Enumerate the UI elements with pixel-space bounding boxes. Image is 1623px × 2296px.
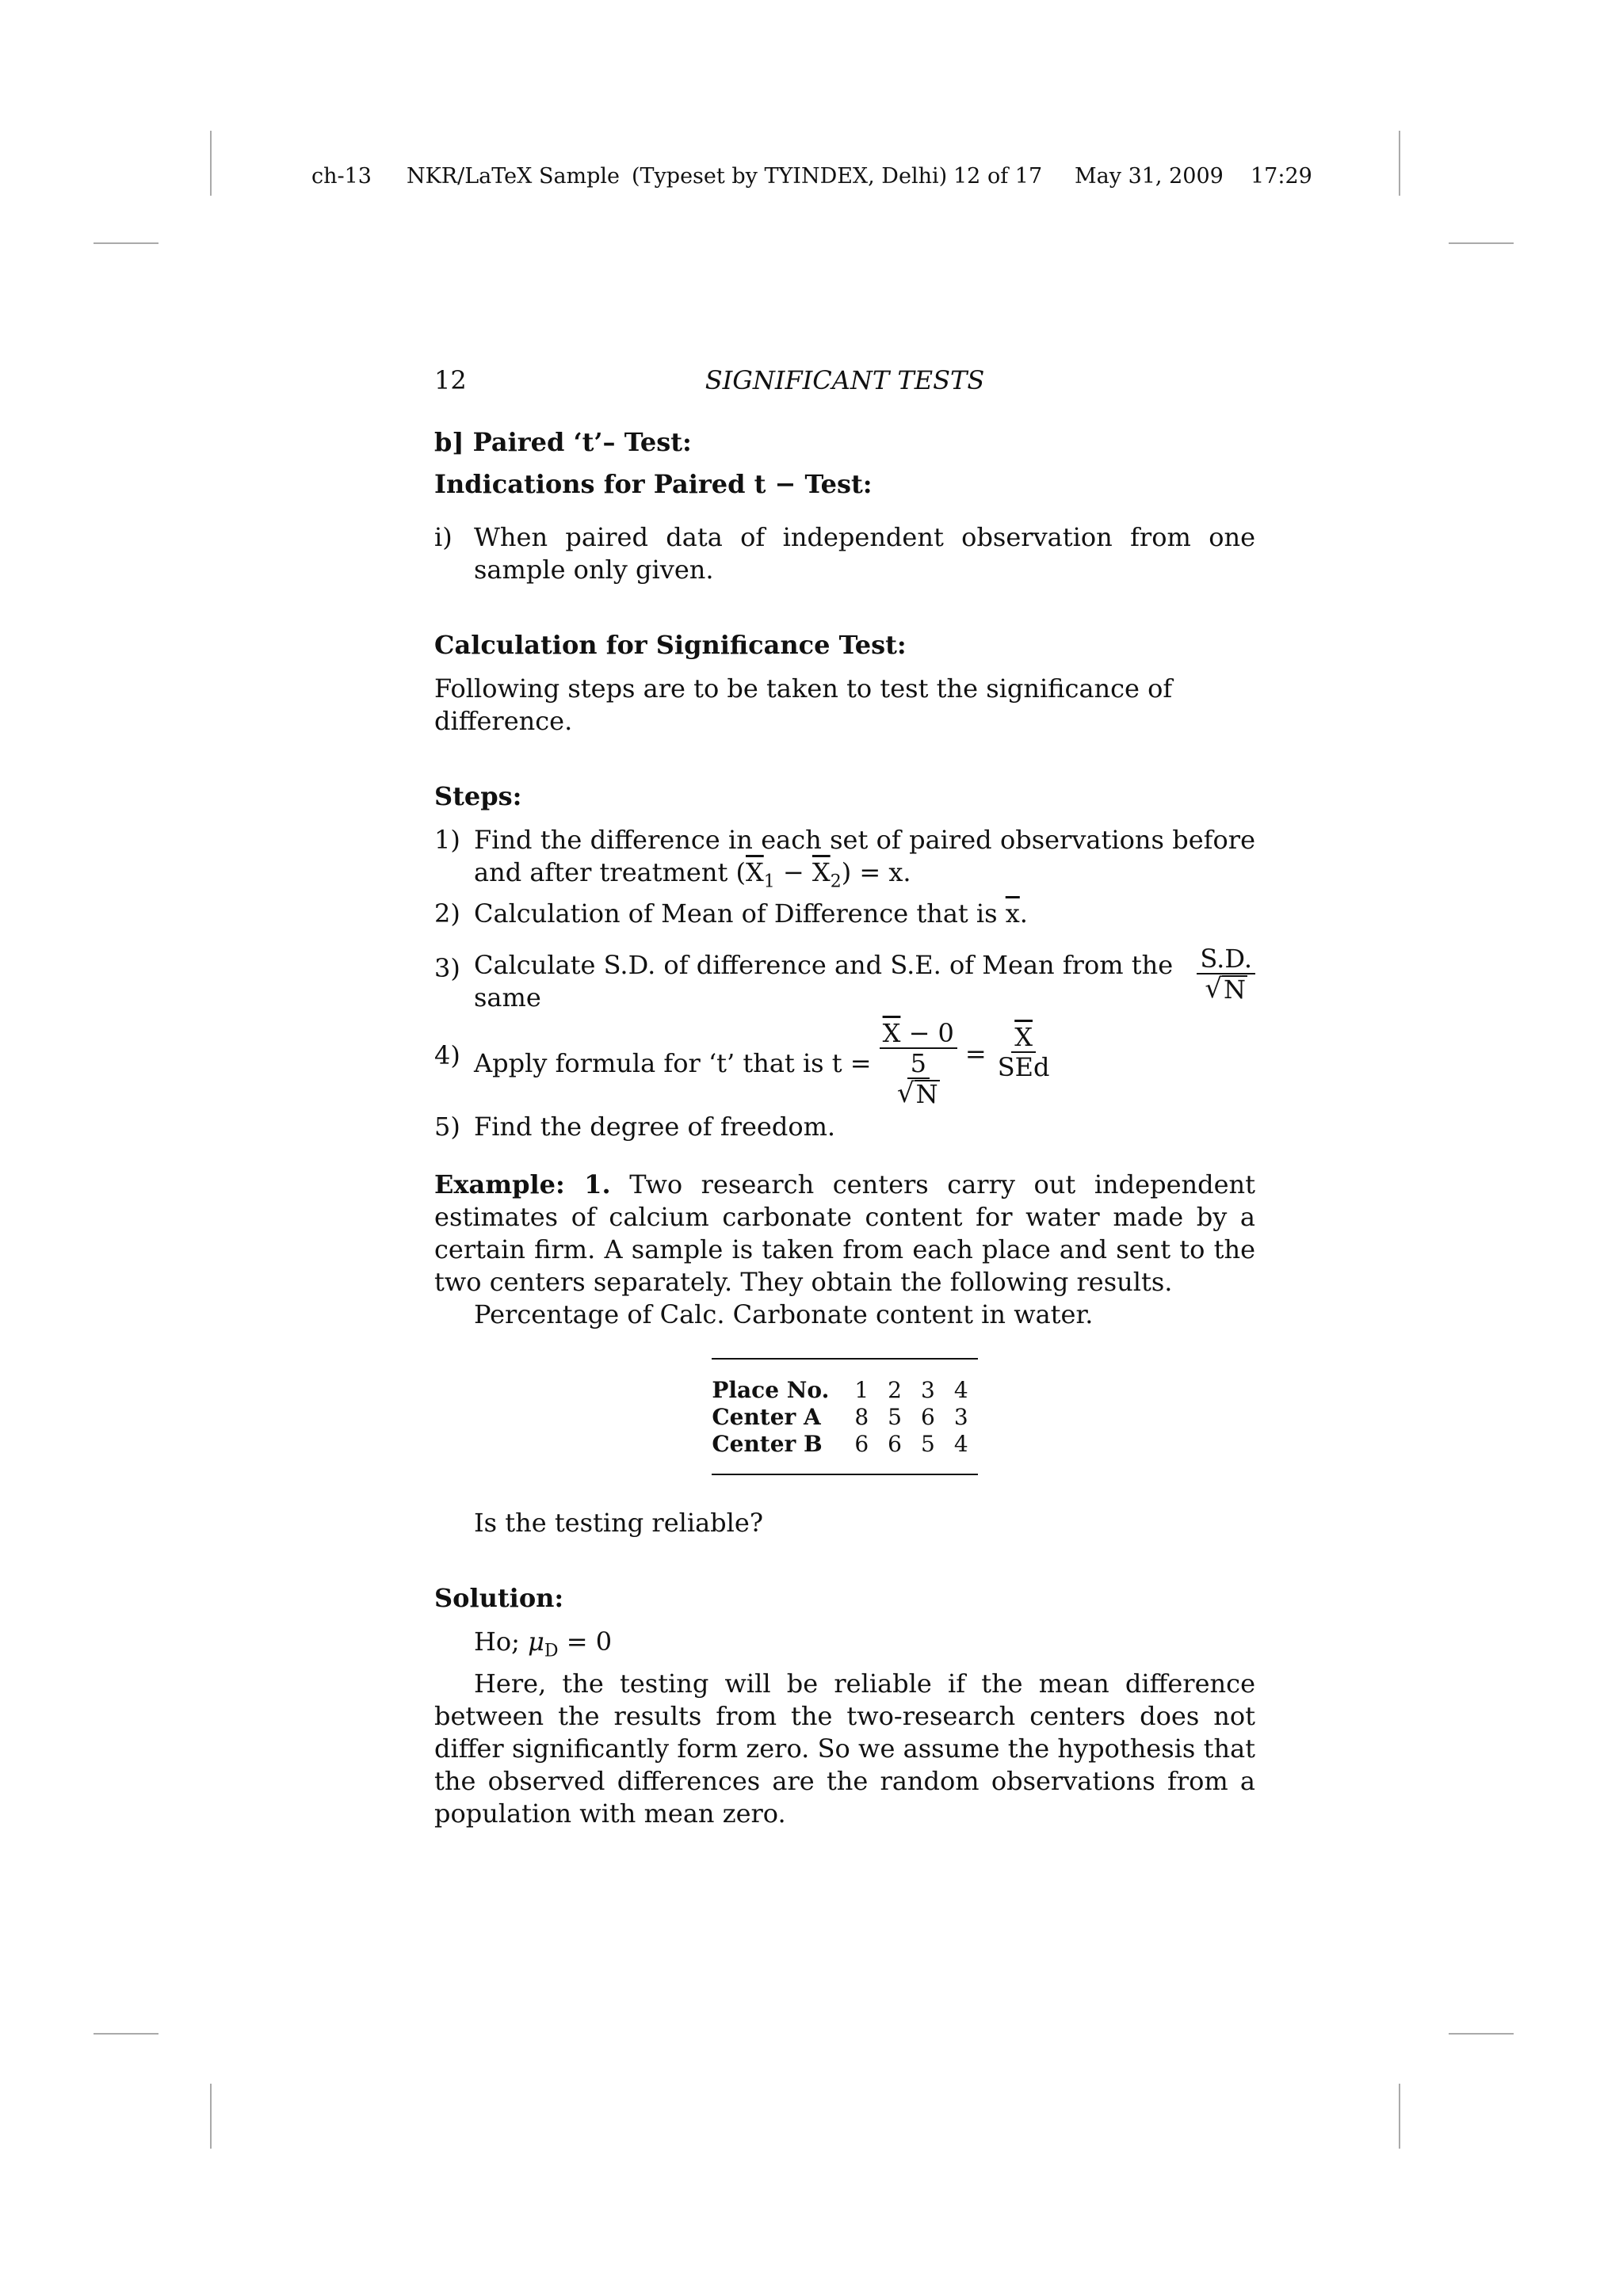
solution-paragraph: Here, the testing will be reliable if the mean difference between the results from the two-research centers does not differ significantly form zero. So we assume the hypothesis that the observed differences are the random observations from a population with mean zero. — [434, 1668, 1255, 1829]
step-3-fraction-numerator: S.D. — [1197, 944, 1255, 974]
indication-1-text: When paired data of independent observation from one sample only given. — [474, 522, 1255, 585]
crop-mark-right-upper — [1449, 242, 1514, 244]
step-3-text: Calculate S.D. of difference and S.E. of Mean from the same — [474, 950, 1174, 1013]
data-table-container — [434, 1358, 1255, 1475]
step-2-end: . — [1019, 898, 1028, 929]
crop-mark-bottom-left — [210, 2084, 212, 2149]
running-header — [311, 164, 1312, 196]
step-4-fraction-1 — [880, 1019, 957, 1108]
example-text: Two research centers carry out independent estimates of calcium carbonate content for water made by a certain firm. A sample is taken from each place and sent to the two centers separately. They obtain the following results. — [434, 1169, 1256, 1298]
step-item-3 — [434, 933, 1255, 1014]
table-row: Center B 6 6 5 4 — [712, 1431, 968, 1458]
running-title: SIGNIFICANT TESTS — [705, 365, 985, 395]
section-b-title: b] Paired ‘t’– Test: — [434, 427, 692, 457]
step-3-number: 3) — [434, 953, 460, 984]
header-sample: NKR/LaTeX Sample — [407, 164, 621, 189]
page-head — [434, 364, 1255, 404]
crop-mark-left-lower — [94, 2033, 158, 2035]
step-4-fraction-2 — [995, 1023, 1053, 1081]
crop-mark-top-left — [210, 131, 212, 196]
table-row: Center A 8 5 6 3 — [712, 1404, 968, 1431]
sqrt-icon: √ — [1205, 973, 1223, 1005]
step-1-text-b: ) = x. — [841, 857, 911, 887]
indications-title: Indications for Paired t − Test: — [434, 469, 873, 499]
step-5-text: Find the degree of freedom. — [474, 1112, 836, 1142]
crop-mark-right-lower — [1449, 2033, 1514, 2035]
page-body — [434, 364, 1255, 1830]
step-item-2 — [434, 898, 1255, 930]
table-row: Place No. 1 2 3 4 — [712, 1377, 968, 1404]
step-4-inner-fraction: 5 √ N — [896, 1048, 938, 1110]
steps-title: Steps: — [434, 781, 522, 811]
step-4-text: Apply formula for ‘t’ that is t = — [474, 1047, 872, 1078]
header-page-of: 12 of 17 — [953, 164, 1043, 189]
example-label: Example: 1. — [434, 1169, 611, 1200]
step-2-number: 2) — [434, 898, 460, 929]
step-1-x2: $\overline{X}$ — [812, 857, 831, 887]
header-date: May 31, 2009 — [1075, 164, 1224, 189]
page-number: 12 — [434, 365, 467, 395]
step-4-fraction-2-numerator: $\overline{X}$ — [1011, 1023, 1036, 1053]
step-1-sub1: 1 — [763, 871, 775, 892]
step-1-x1: $\overline{X}$ — [745, 857, 764, 887]
example-paragraph — [434, 1169, 1255, 1299]
step-4-fraction-1-denominator — [891, 1049, 946, 1108]
calculation-title: Calculation for Significance Test: — [434, 630, 907, 660]
step-item-4 — [434, 1019, 1255, 1108]
solution-title: Solution: — [434, 1583, 564, 1614]
step-3-fraction-denominator: √ N — [1205, 973, 1247, 1005]
crop-mark-bottom-right — [1399, 2084, 1400, 2149]
step-5-number: 5) — [434, 1112, 460, 1142]
step-1-number: 1) — [434, 825, 460, 855]
step-1-minus: − — [774, 857, 812, 887]
crop-mark-left-upper — [94, 242, 158, 244]
step-4-fraction-1-numerator: $\overline{X} - 0$ — [880, 1019, 957, 1049]
crop-mark-top-right — [1399, 131, 1400, 196]
calculation-text: Following steps are to be taken to test the significance of difference. — [434, 673, 1173, 736]
solution-hypothesis: Ho; $\mu_D = 0$ — [474, 1627, 613, 1661]
header-typeset: (Typeset by TYINDEX, Delhi) — [632, 164, 948, 189]
step-item-1 — [434, 824, 1255, 898]
indication-item-1 — [434, 521, 1255, 586]
indication-1-number: i) — [434, 522, 453, 552]
step-4-number: 4) — [434, 1040, 460, 1071]
sqrt-icon: √ — [896, 1077, 915, 1110]
header-chapter: ch-13 — [311, 164, 372, 189]
example-question: Is the testing reliable? — [474, 1508, 763, 1539]
step-2-text: Calculation of Mean of Difference that is — [474, 898, 1006, 929]
table-caption: Percentage of Calc. Carbonate content in water. — [474, 1299, 1094, 1330]
step-1-sub2: 2 — [830, 871, 842, 892]
step-3-fraction — [1197, 944, 1255, 1003]
step-item-5 — [434, 1111, 1255, 1143]
header-time: 17:29 — [1251, 164, 1312, 189]
step-4-fraction-2-denominator: SEd — [997, 1052, 1050, 1083]
step-2-variable: $\overline{x}$ — [1005, 898, 1020, 929]
step-1-text-a: Find the difference in each set of paired observations before and after treatment ( — [474, 825, 1255, 887]
step-4-equals: = — [964, 1038, 987, 1069]
data-table — [712, 1358, 977, 1475]
